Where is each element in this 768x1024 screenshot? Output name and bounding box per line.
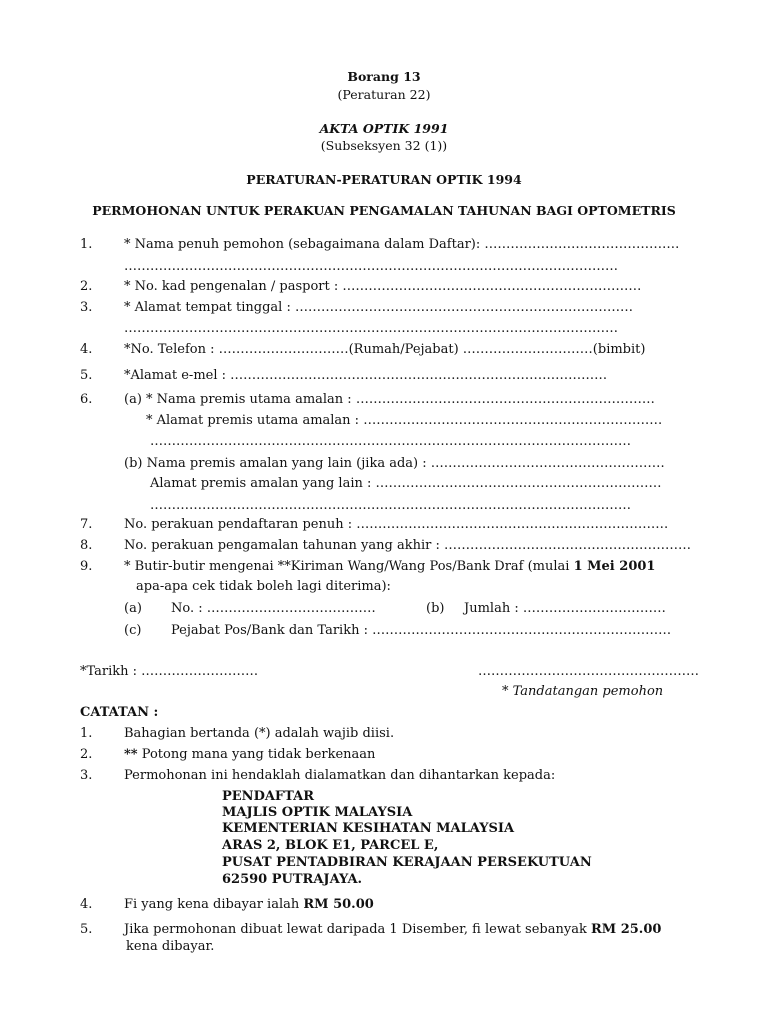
main-premise-name-field: (a) * Nama premis utama amalan : ……………………………………………………………	[124, 392, 655, 407]
home-address-field: * Alamat tempat tinggal : ……………………………………………………………………	[124, 300, 633, 315]
item-number-2: 2.	[80, 279, 93, 294]
payment-effective-date: 1 Mei 2001	[573, 559, 656, 574]
item-number-4: 4.	[80, 342, 93, 357]
regulation-ref: (Peraturan 22)	[337, 87, 431, 102]
form-number: Borang 13	[347, 69, 421, 84]
main-premise-address-field: * Alamat premis utama amalan : ……………………………………………………………	[146, 413, 663, 428]
other-premise-address-cont: …………………………………………………………………………………………………	[150, 498, 631, 513]
note-5-text: Jika permohonan dibuat lewat daripada 1 Disember, fi lewat sebanyak	[124, 922, 591, 937]
address-line-1: PENDAFTAR	[222, 789, 315, 804]
note-1-text: Bahagian bertanda (*) adalah wajib diisi.	[124, 726, 395, 741]
last-practising-cert-field: No. perakuan pengamalan tahunan yang akhir : …………………………………………………	[124, 538, 691, 553]
item-number-7: 7.	[80, 517, 93, 532]
item-number-5: 5.	[80, 368, 93, 383]
payment-sub-b-label: (b)	[426, 601, 445, 616]
note-2-text: Potong mana yang tidak berkenaan	[137, 747, 376, 762]
note-3-text: Permohonan ini hendaklah dialamatkan dan dihantarkan kepada:	[124, 768, 556, 783]
full-name-field: * Nama penuh pemohon (sebagaimana dalam Daftar): ………………………………………	[124, 237, 680, 252]
payment-details-line	[124, 559, 655, 575]
fee-amount: RM 50.00	[303, 897, 374, 912]
note-4-line	[124, 897, 374, 913]
note-number-1: 1.	[80, 726, 93, 741]
notes-title: CATATAN :	[80, 705, 159, 720]
date-field: *Tarikh : ………………………	[80, 664, 259, 679]
note-5-text-cont: kena dibayar.	[126, 939, 215, 954]
payment-amount-field: Jumlah : ……………………………	[464, 601, 666, 616]
note-number-4: 4.	[80, 897, 93, 912]
main-premise-address-cont: …………………………………………………………………………………………………	[150, 434, 631, 449]
note-number-5: 5.	[80, 922, 93, 937]
payment-details-note: apa-apa cek tidak boleh lagi diterima):	[136, 579, 391, 594]
regulations-title: PERATURAN-PERATURAN OPTIK 1994	[246, 172, 522, 187]
item-number-1: 1.	[80, 237, 93, 252]
address-line-5: PUSAT PENTADBIRAN KERAJAAN PERSEKUTUAN	[222, 855, 592, 870]
act-title: AKTA OPTIK 1991	[319, 121, 449, 136]
item-number-9: 9.	[80, 559, 93, 574]
telephone-field: *No. Telefon : …………………………(Rumah/Pejabat) …………………………(bimbit)	[124, 342, 646, 357]
note-4-text: Fi yang kena dibayar ialah	[124, 897, 304, 912]
address-line-6: 62590 PUTRAJAYA.	[222, 872, 363, 887]
signature-line: ……………………………………………	[478, 664, 699, 679]
home-address-field-cont: ……………………………………………………………………………………………………	[124, 321, 618, 336]
item-number-6: 6.	[80, 392, 93, 407]
note-2-marker: **	[124, 747, 138, 762]
address-line-2: MAJLIS OPTIK MALAYSIA	[222, 805, 413, 820]
full-name-field-cont: ……………………………………………………………………………………………………	[124, 259, 618, 274]
note-number-3: 3.	[80, 768, 93, 783]
payment-details-text: * Butir-butir mengenai **Kiriman Wang/Wang Pos/Bank Draf (mulai	[124, 559, 574, 574]
item-number-3: 3.	[80, 300, 93, 315]
form-title: PERMOHONAN UNTUK PERAKUAN PENGAMALAN TAHUNAN BAGI OPTOMETRIS	[92, 203, 676, 218]
subsection-ref: (Subseksyen 32 (1))	[320, 138, 448, 153]
item-number-8: 8.	[80, 538, 93, 553]
note-number-2: 2.	[80, 747, 93, 762]
email-field: *Alamat e-mel : ……………………………………………………………………………	[124, 368, 608, 383]
payment-number-field: No. : …………………………………	[171, 601, 376, 616]
payment-sub-c-label: (c)	[124, 623, 142, 638]
payment-sub-a-label: (a)	[124, 601, 142, 616]
late-fee-amount: RM 25.00	[590, 922, 662, 937]
other-premise-address-field: Alamat premis amalan yang lain : …………………………………………………………	[150, 476, 662, 491]
payment-office-date-field: Pejabat Pos/Bank dan Tarikh : ……………………………………………………………	[171, 623, 672, 638]
note-5-line	[124, 922, 661, 938]
other-premise-name-field: (b) Nama premis amalan yang lain (jika ada) : ………………………………………………	[124, 456, 665, 471]
registration-cert-field: No. perakuan pendaftaran penuh : ………………………………………………………………	[124, 517, 669, 532]
signature-label: * Tandatangan pemohon	[502, 684, 664, 699]
address-line-4: ARAS 2, BLOK E1, PARCEL E,	[222, 838, 439, 853]
note-2-line	[124, 747, 375, 763]
ic-passport-field: * No. kad pengenalan / pasport : ……………………………………………………………	[124, 279, 642, 294]
address-line-3: KEMENTERIAN KESIHATAN MALAYSIA	[222, 821, 515, 836]
